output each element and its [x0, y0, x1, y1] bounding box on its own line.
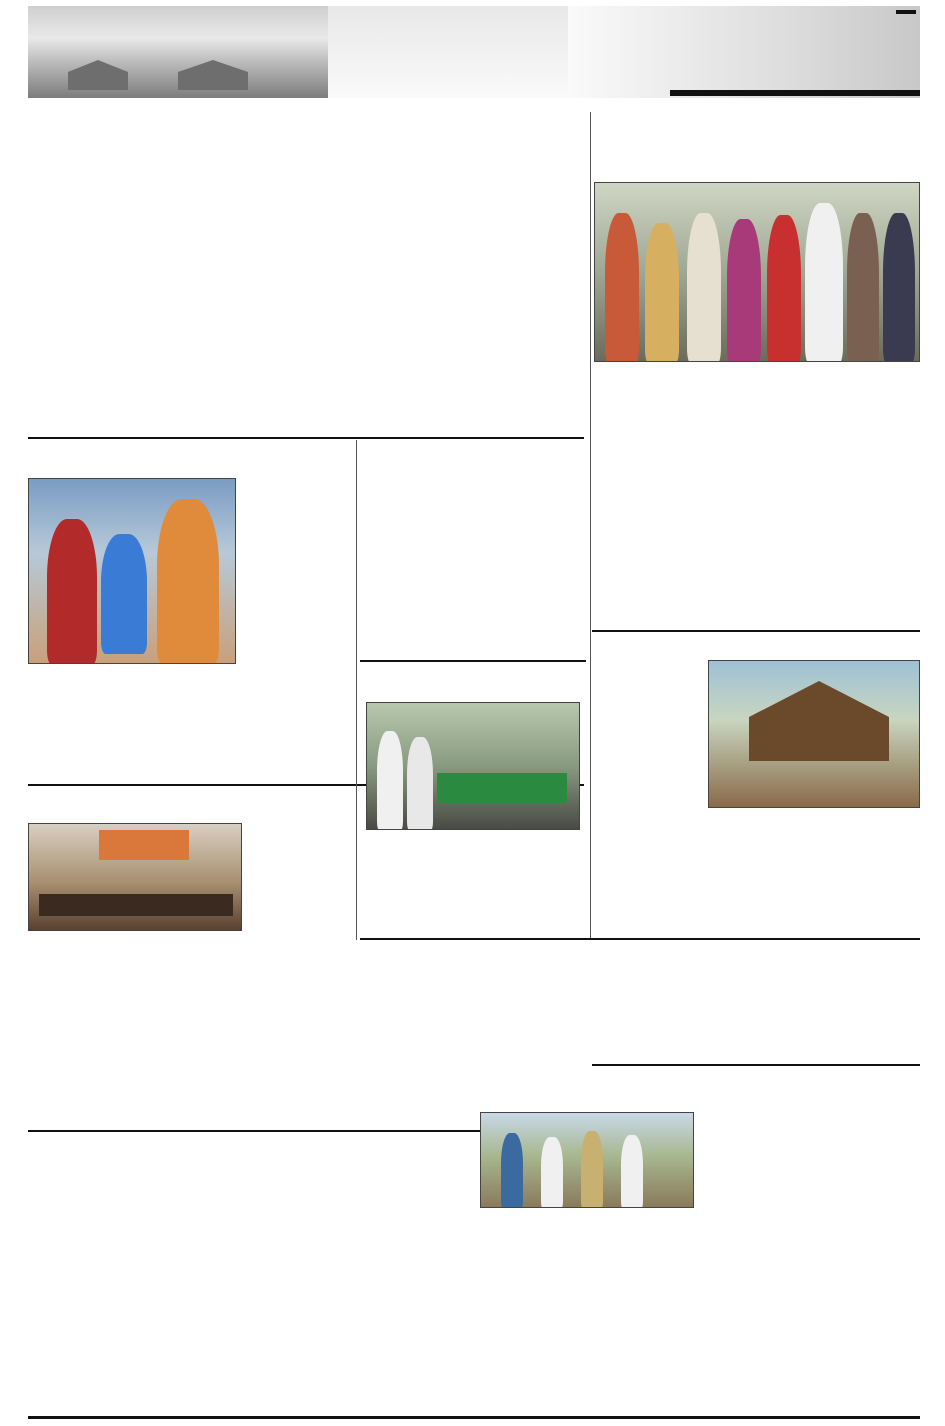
hut-photo — [708, 660, 920, 808]
road-body — [594, 964, 920, 1060]
bjd-protest-body — [360, 836, 586, 936]
sand-body-mid — [480, 1214, 694, 1410]
hathi-body-left — [594, 660, 700, 930]
hospital-body — [28, 152, 584, 432]
hirakhand-body — [594, 368, 920, 624]
page-footer-rule — [28, 1416, 920, 1419]
shyampur-body — [360, 484, 586, 660]
sand-body-right — [702, 1110, 920, 1410]
page-number — [896, 10, 916, 14]
felicitation-photo — [594, 182, 920, 362]
masthead-village-photo — [28, 6, 328, 98]
masthead-clouds — [568, 6, 920, 98]
site-inspection-photo — [480, 1112, 694, 1208]
family-photo — [28, 478, 236, 664]
meeting-photo — [28, 823, 242, 931]
sand-body-left — [366, 1110, 472, 1410]
masthead — [28, 6, 920, 98]
issue-date — [670, 90, 920, 96]
nuagad-body-bottom — [28, 936, 584, 1126]
section-title — [328, 6, 568, 98]
rally-photo — [366, 702, 580, 830]
hathi-body-right — [708, 814, 920, 930]
